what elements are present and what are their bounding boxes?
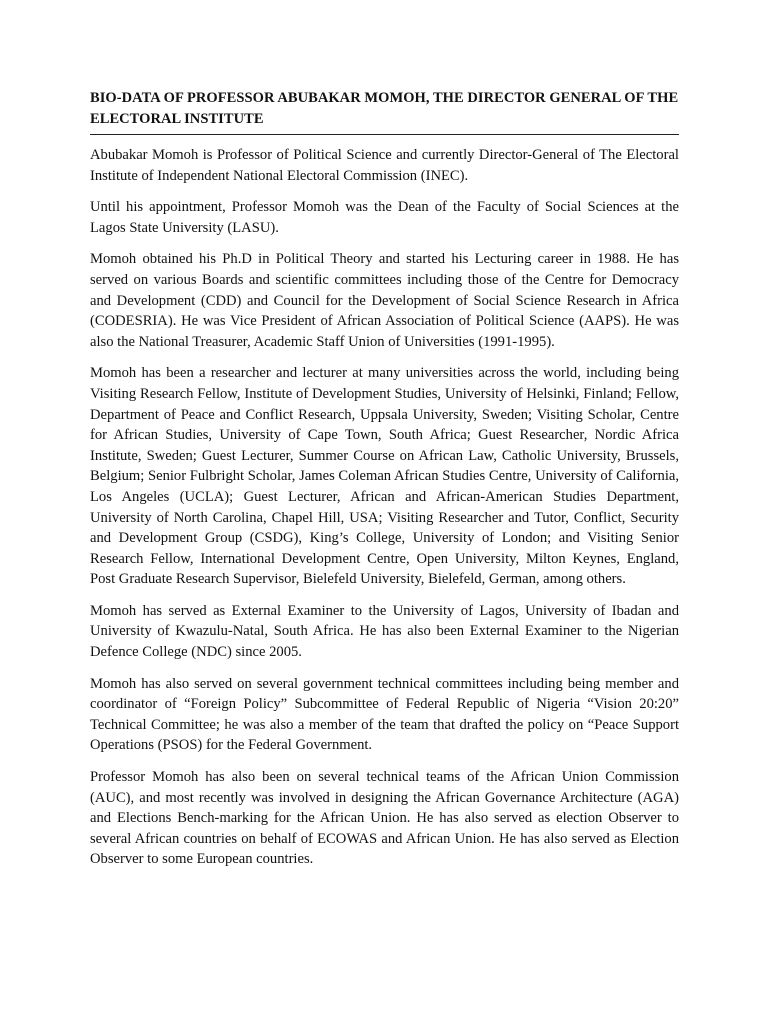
paragraph-research-positions: Momoh has been a researcher and lecturer at many universities across the world, including being Visiting Research Fellow, Institute of Development Studies, University of Helsinki, Finland; Fellow, Department of Peace and Conflict Research, Uppsala University, Sweden; Visiting Scholar, Centre for African Studies, University of Cape Town, South Africa; Guest Researcher, Nordic Africa Institute, Sweden; Guest Lecturer, Summer Course on African Law, Catholic University, Brussels, Belgium; Senior Fulbright Scholar, James Coleman African Studies Centre, University of California, Los Angeles (UCLA); Guest Lecturer, African and African-American Studies Department, University of North Carolina, Chapel Hill, USA; Visiting Researcher and Tutor, Conflict, Security and Development Group (CSDG), King’s College, University of London; and Visiting Senior Research Fellow, International Development Centre, Open University, Milton Keynes, England, Post Graduate Research Supervisor, Bielefeld University, Bielefeld, German, among others.: [90, 365, 679, 588]
paragraph-education-boards: Momoh obtained his Ph.D in Political Theory and started his Lecturing career in 1988. He has served on various Boards and scientific committees including those of the Centre for Democracy and Development (CDD) and Council for the Development of Social Science Research in Africa (CODESRIA). He was Vice President of African Association of Political Science (AAPS). He was also the National Treasurer, Academic Staff Union of Universities (1991-1995).: [90, 251, 679, 350]
paragraph-government-committees: Momoh has also served on several government technical committees including being member and coordinator of “Foreign Policy” Subcommittee of Federal Republic of Nigeria “Vision 20:20” Technical Committee; he was also a member of the team that drafted the policy on “Peace Support Operations (PSOS) for the Federal Government.: [90, 675, 679, 754]
paragraph-external-examiner: Momoh has served as External Examiner to the University of Lagos, University of Ibadan and University of Kwazulu-Natal, South Africa. He has also been External Examiner to the Nigerian Defence College (NDC) since 2005.: [90, 602, 679, 661]
paragraph-previous-role: Until his appointment, Professor Momoh was the Dean of the Faculty of Social Sciences at the Lagos State University (LASU).: [90, 199, 679, 236]
paragraph-african-union: Professor Momoh has also been on several technical teams of the African Union Commission (AUC), and most recently was involved in designing the African Governance Architecture (AGA) and Elections Bench-marking for the African Union. He has also served as election Observer to several African countries on behalf of ECOWAS and African Union. He has also served as Election Observer to some European countries.: [90, 769, 679, 868]
paragraph-appointment: Abubakar Momoh is Professor of Political Science and currently Director-General of The Electoral Institute of Independent National Electoral Commission (INEC).: [90, 147, 679, 184]
document-page: [90, 88, 679, 870]
document-title: BIO-DATA OF PROFESSOR ABUBAKAR MOMOH, THE DIRECTOR GENERAL OF THE ELECTORAL INSTITUTE: [90, 88, 679, 135]
